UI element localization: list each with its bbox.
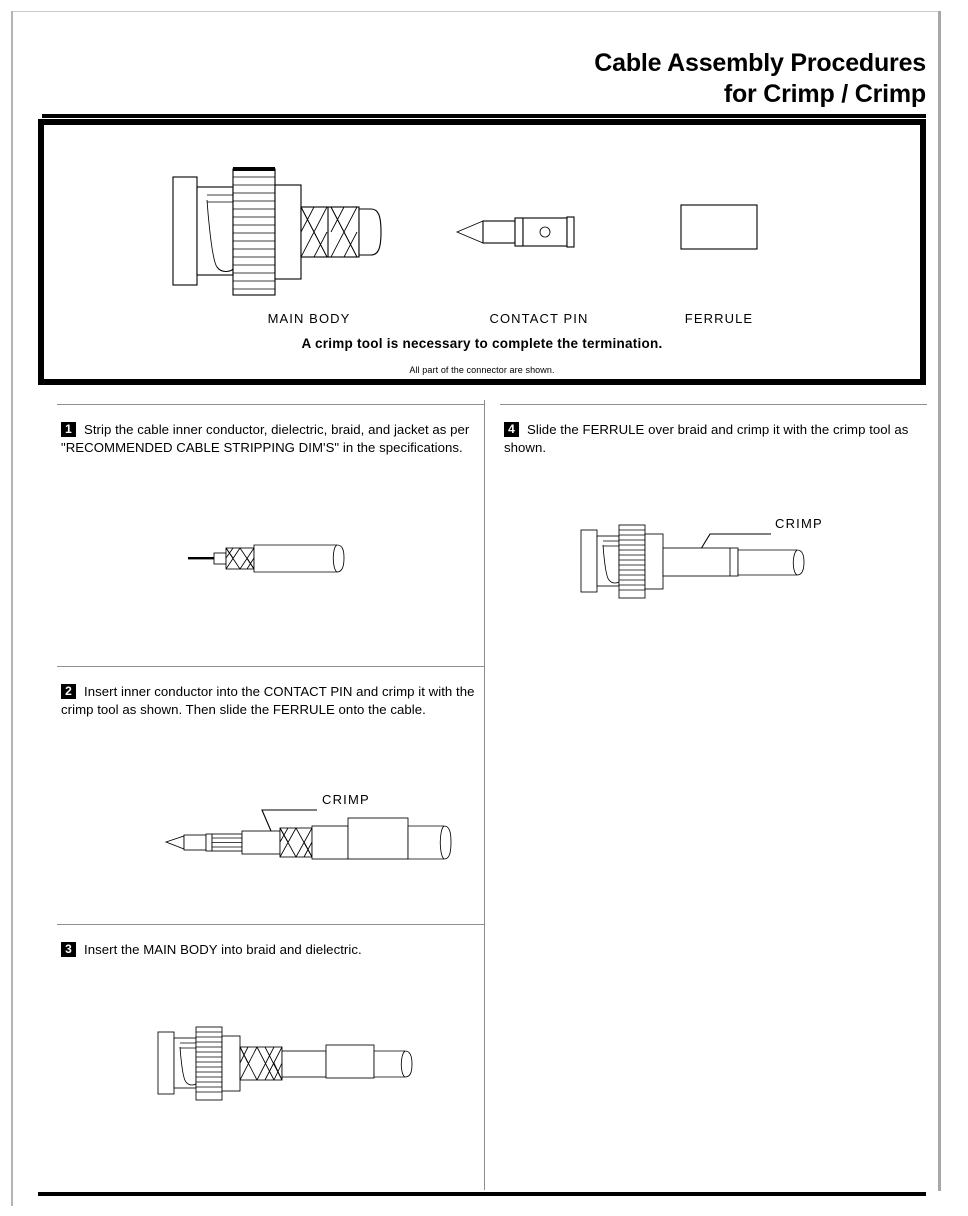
part-label-contact-pin: CONTACT PIN bbox=[489, 311, 589, 326]
step-2-body: Insert inner conductor into the CONTACT PIN and crimp it with the crimp tool as shown. Then slide the FERRULE onto the cable. bbox=[61, 684, 475, 717]
bottom-rule bbox=[38, 1192, 926, 1196]
step-4-text bbox=[504, 421, 927, 456]
step-4-rule bbox=[500, 404, 927, 405]
step-1-figure bbox=[182, 529, 382, 589]
step-3-figure bbox=[152, 1016, 462, 1111]
step-4-number: 4 bbox=[504, 422, 519, 437]
step-1-body: Strip the cable inner conductor, dielectric, braid, and jacket as per "RECOMMENDED CABLE STRIPPING DIM'S" in the specifications. bbox=[61, 422, 470, 455]
step-4-body: Slide the FERRULE over braid and crimp it with the crimp tool as shown. bbox=[504, 422, 909, 455]
step-1-text bbox=[61, 421, 484, 456]
step-2-number: 2 bbox=[61, 684, 76, 699]
title-line-2: for Crimp / Crimp bbox=[723, 80, 926, 108]
step-3-body: Insert the MAIN BODY into braid and dielectric. bbox=[84, 942, 362, 957]
step-4-crimp-label: CRIMP bbox=[775, 516, 823, 531]
part-label-ferrule: FERRULE bbox=[684, 311, 754, 326]
step-3-rule bbox=[57, 924, 484, 925]
body-inserted-drawing bbox=[152, 1016, 462, 1111]
crimp-tool-note: A crimp tool is necessary to complete the termination. bbox=[301, 336, 663, 351]
step-1-rule bbox=[57, 404, 484, 405]
pin-crimped-on-cable-drawing bbox=[162, 776, 462, 866]
step-3-number: 3 bbox=[61, 942, 76, 957]
step-2-crimp-label: CRIMP bbox=[322, 792, 370, 807]
step-2-rule bbox=[57, 666, 484, 667]
step-3-text bbox=[61, 941, 484, 959]
column-divider bbox=[484, 400, 485, 1190]
step-1-number: 1 bbox=[61, 422, 76, 437]
ferrule-crimped-drawing bbox=[575, 500, 885, 610]
part-label-main-body: MAIN BODY bbox=[267, 311, 351, 326]
step-4-figure bbox=[575, 500, 885, 610]
title-line-1: Cable Assembly Procedures bbox=[594, 49, 926, 77]
step-2-figure bbox=[162, 776, 462, 866]
stripped-cable-drawing bbox=[182, 529, 382, 589]
parts-shown-note: All part of the connector are shown. bbox=[409, 365, 555, 375]
step-2-text bbox=[61, 683, 484, 718]
